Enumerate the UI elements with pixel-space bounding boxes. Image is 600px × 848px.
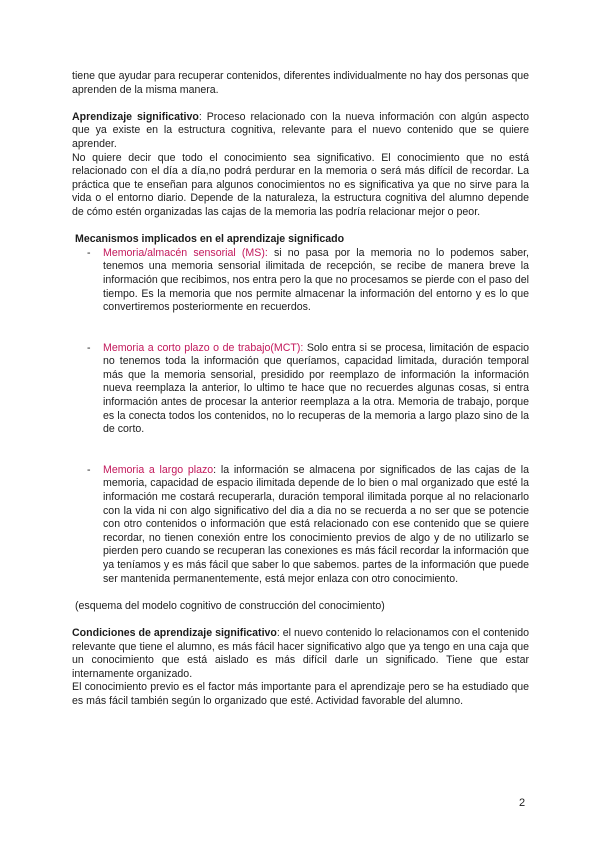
significant-learning-term: Aprendizaje significativo bbox=[72, 110, 199, 123]
intro-paragraph: tiene que ayudar para recuperar contenidos, diferentes individualmente no hay dos personas que aprenden de la misma manera. bbox=[72, 70, 529, 96]
document-page bbox=[72, 70, 529, 709]
mechanisms-list bbox=[72, 247, 529, 586]
list-item bbox=[87, 464, 529, 586]
list-item-term: Memoria a largo plazo bbox=[103, 463, 214, 476]
conditions-paragraph bbox=[72, 627, 529, 681]
significant-learning-definition: : Proceso relacionado con la nueva información con algún aspecto que ya existe en la estructura cognitiva, relevante para el nuevo contenido que se quiere aprender. bbox=[72, 110, 529, 150]
conditions-term: Condiciones de aprendizaje significativo bbox=[72, 626, 277, 639]
list-item bbox=[87, 247, 529, 315]
conditions-paragraph-2: El conocimiento previo es el factor más importante para el aprendizaje pero se ha estudiado que es más fácil también según lo organizado que esté. Actividad favorable del alumno. bbox=[72, 681, 529, 707]
mechanisms-heading: Mecanismos implicados en el aprendizaje significado bbox=[75, 233, 345, 246]
significant-learning-paragraph bbox=[72, 111, 529, 152]
list-bullet: - bbox=[87, 341, 91, 354]
page-number: 2 bbox=[519, 797, 526, 809]
list-item bbox=[87, 342, 529, 437]
list-item-text: si no pasa por la memoria no lo podemos saber, tenemos una memoria sensorial ilimitada de recepción, se recibe de manera breve la información que recibimos, nos entra pero la que no procesamos se pierde con el paso del tiempo. Es la memoria que nos permite almacenar la información del entorno y es lo que convertiremos posteriormente en recuerdos. bbox=[103, 246, 529, 314]
significant-learning-paragraph-2: No quiere decir que todo el conocimiento sea significativo. El conocimiento que no está relacionado con el día a día,no podrá perdurar en la memoria o será más difícil de recordar. La práctica que te enseñan para algunos conocimientos no es significativa ya que no sirve para la vida o el entorno diario. Depende de la naturaleza, la estructura cognitiva del alumno depende de cómo estén organizadas las cajas de la memoria las podría relacionar mejor o peor. bbox=[72, 151, 529, 218]
cognitive-model-note: (esquema del modelo cognitivo de construcción del conocimiento) bbox=[75, 599, 385, 612]
list-bullet: - bbox=[87, 246, 91, 259]
list-item-term: Memoria a corto plazo o de trabajo(MCT): bbox=[103, 341, 304, 354]
list-item-text: Solo entra si se procesa, limitación de espacio no tenemos toda la información que queríamos, capacidad limitada, duración temporal más que la memoria sensorial, presidido por reemplazo de información la información nueva reemplaza la anterior, lo ultimo te hace que no recuerdes algunas cosas, si entra información antes de procesar la anterior reemplaza a la otra. Memoria de trabajo, porque es la conecta todos los contenidos, no lo recuperas de la memoria a largo plazo sino de la de corto. bbox=[103, 341, 529, 436]
list-item-term: Memoria/almacén sensorial (MS): bbox=[103, 246, 268, 259]
conditions-text: : el nuevo contenido lo relacionamos con el contenido relevante que tiene el alumno, es más fácil hacer significativo algo que ya tengo en una caja que un conocimiento que está aislado es más difícil darle un significado. Tiene que estar internamente organizado. bbox=[72, 626, 530, 680]
list-item-text: : la información se almacena por significados de las cajas de la memoria, capacidad de espacio ilimitada depende de lo bien o mal organizado que esté la información me costará recuperarla, duración temporal ilimitada porque al no relacionarlo con la vida ni con algo significativo del dia a dia no se recuerda a no ser que se potencie con otro contenidos o información que está relacionado con ese contenido que se quiere recordar, no tienen conexión entre los conocimiento previos de algo y de no utilizarlo se pierden pero cuando se recuperan las conexiones es más fácil recordar la información que ya teníamos y es más fácil que saber lo que sabemos. partes de la información que puede ser mantenida permanentemente, está mejor enlaza con otro conocimiento. bbox=[103, 463, 529, 585]
list-bullet: - bbox=[87, 463, 91, 476]
